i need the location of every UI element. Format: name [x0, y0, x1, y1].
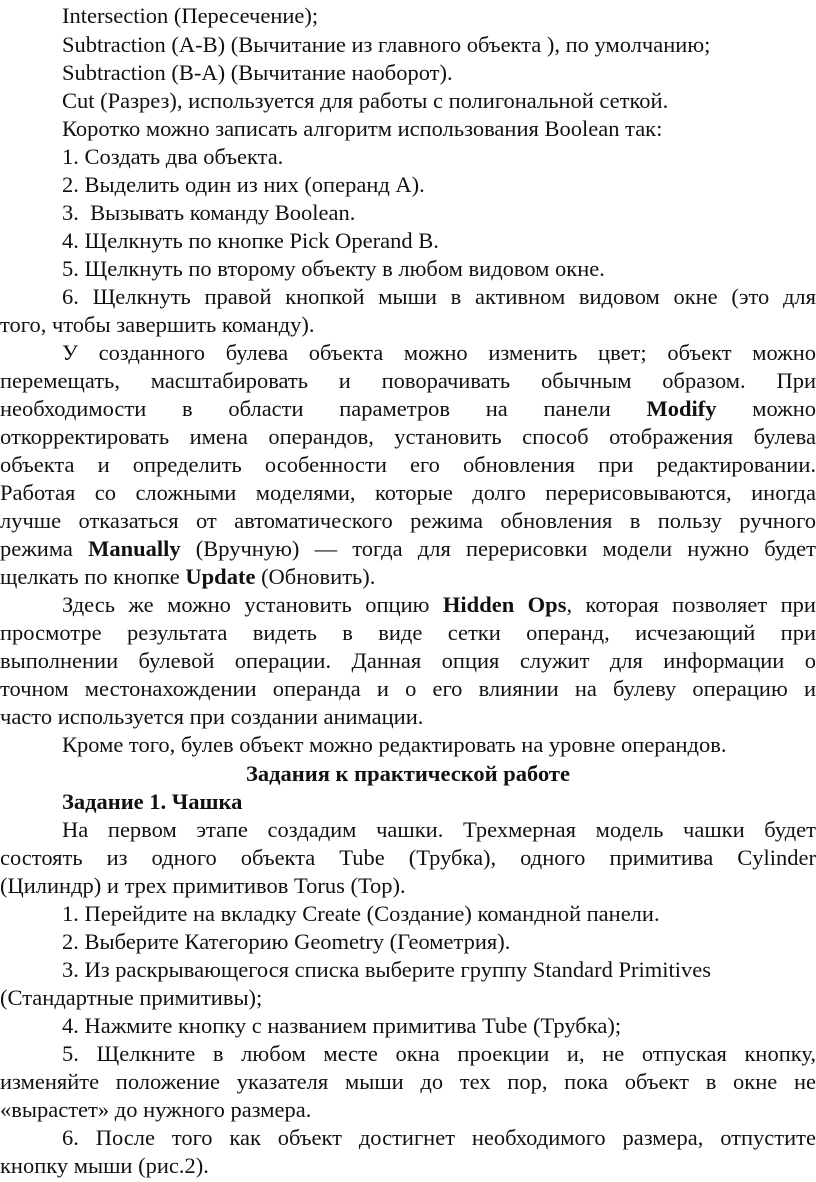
text-segment: (Обновить). — [255, 564, 376, 589]
paragraph-line: состоять из одного объекта Tube (Трубка), одного примитива Cylinder — [0, 845, 816, 870]
text-line: Cut (Разрез), используется для работы с полигональной сеткой. — [62, 88, 669, 113]
list-item: 1. Перейдите на вкладку Create (Создание) командной панели. — [62, 901, 660, 926]
list-item: 6. После того как объект достигнет необходимого размера, отпустите — [62, 1125, 816, 1150]
paragraph-line: часто используется при создании анимации. — [0, 704, 424, 729]
text-segment: необходимости в области параметров на панели — [0, 396, 647, 421]
paragraph-line — [62, 591, 816, 619]
text-line: Subtraction (A-B) (Вычитание из главного объекта ), по умолчанию; — [62, 32, 711, 57]
text-segment: Здесь же можно установить опцию — [62, 592, 443, 617]
list-item: 6. Щелкнуть правой кнопкой мыши в активном видовом окне (это для — [62, 284, 816, 309]
text-segment: режима — [0, 536, 89, 561]
text-segment: (Вручную) — тогда для перерисовки модели нужно будет — [180, 536, 816, 561]
list-item: 2. Выделить один из них (операнд A). — [62, 172, 425, 197]
paragraph-line: объекта и определить особенности его обновления при редактировании. — [0, 452, 816, 477]
text-line: Subtraction (B-A) (Вычитание наоборот). — [62, 60, 453, 85]
text-line: (Стандартные примитивы); — [0, 985, 263, 1010]
paragraph-line: Кроме того, булев объект можно редактировать на уровне операндов. — [62, 732, 727, 757]
task-heading: Задание 1. Чашка — [62, 789, 243, 814]
text-line: Коротко можно записать алгоритм использования Boolean так: — [62, 116, 663, 141]
paragraph-line: просмотре результата видеть в виде сетки операнд, исчезающий при — [0, 620, 816, 645]
paragraph-line — [0, 563, 816, 591]
paragraph-line: выполнении булевой операции. Данная опция служит для информации о — [0, 648, 816, 673]
text-line: того, чтобы завершить команду). — [0, 312, 315, 337]
text-segment: щелкать по кнопке — [0, 564, 186, 589]
text-line: кнопку мыши (рис.2). — [0, 1153, 209, 1178]
list-item: 2. Выберите Категорию Geometry (Геометрия). — [62, 929, 511, 954]
paragraph-line: (Цилиндр) и трех примитивов Torus (Тор). — [0, 873, 406, 898]
paragraph-line: У созданного булева объекта можно изменить цвет; объект можно — [62, 340, 816, 365]
section-heading: Задания к практической работе — [246, 761, 570, 786]
paragraph-line — [0, 395, 816, 423]
bold-term-hidden-ops: Hidden Ops — [442, 592, 567, 617]
text-line: «вырастет» до нужного размера. — [0, 1097, 312, 1122]
list-item: 3. Вызывать команду Boolean. — [62, 200, 356, 225]
list-item: 4. Щелкнуть по кнопке Pick Operand B. — [62, 228, 439, 253]
text-line: Intersection (Пересечение); — [62, 3, 319, 28]
paragraph-line: откорректировать имена операндов, установить способ отображения булева — [0, 424, 816, 449]
paragraph-line: На первом этапе создадим чашки. Трехмерная модель чашки будет — [62, 817, 816, 842]
bold-term-modify: Modify — [646, 396, 717, 421]
list-item: 5. Щелкните в любом месте окна проекции и, не отпуская кнопку, — [62, 1041, 816, 1066]
paragraph-line: перемещать, масштабировать и поворачивать обычным образом. При — [0, 368, 816, 393]
bold-term-manually: Manually — [88, 536, 181, 561]
paragraph-line: точном местонахождении операнда и о его влиянии на булеву операцию и — [0, 676, 816, 701]
text-line: изменяйте положение указателя мыши до тех пор, пока объект в окне не — [0, 1069, 816, 1094]
list-item: 3. Из раскрывающегося списка выберите группу Standard Primitives — [62, 957, 712, 982]
bold-term-update: Update — [185, 564, 256, 589]
list-item: 1. Создать два объекта. — [62, 144, 284, 169]
paragraph-line — [0, 535, 816, 563]
list-item: 5. Щелкнуть по второму объекту в любом видовом окне. — [62, 256, 605, 281]
text-segment: , которая позволяет при — [566, 592, 816, 617]
paragraph-line: лучше отказаться от автоматического режима обновления в пользу ручного — [0, 508, 816, 533]
list-item: 4. Нажмите кнопку с названием примитива Tube (Трубка); — [62, 1013, 622, 1038]
text-segment: можно — [716, 396, 816, 421]
paragraph-line: Работая со сложными моделями, которые долго перерисовываются, иногда — [0, 480, 816, 505]
